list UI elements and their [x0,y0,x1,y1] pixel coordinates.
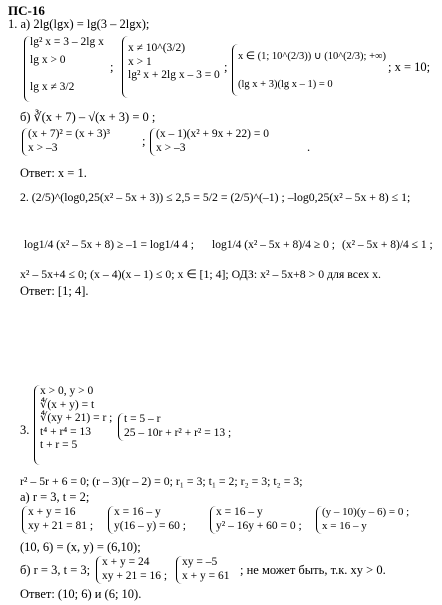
p3-case-a: а) r = 3, t = 2; [20,490,90,504]
p3-system-a2 [108,506,186,534]
sys-line: lg x ≠ 3/2 [30,81,75,93]
p3-system-1 [34,385,112,465]
sys-line: (lg x + 3)(lg x – 1) = 0 [238,78,333,90]
header: ПС-16 [8,3,45,18]
p3-system-a4 [316,506,409,534]
p1-system-a [24,36,104,102]
sys-line: ∜(xy + 21) = r ; [40,412,113,424]
p1-end-e: . [307,140,311,154]
sys-line: x = 16 – y [322,519,367,532]
sys-line: x > 0, y > 0 [40,385,94,397]
p2-line3: x² – 5x+4 ≤ 0; (x – 4)(x – 1) ≤ 0; x ∈ [1; 4]; ОДЗ: x² – 5x+8 > 0 для всех x. [20,267,381,281]
sys-line: x > –3 [28,141,58,154]
p3-line1: r² – 5r + 6 = 0; (r – 3)(r – 2) = 0; r₁ = 3; t₁ = 2; r₂ = 3; t₂ = 3; [20,474,303,488]
p3-result-a: (10, 6) = (x, y) = (6,10); [20,540,141,554]
p3-case-b: б) r = 3, t = 3; [20,563,91,577]
p1-system-b [122,36,220,98]
sys-line: (x + 7)² = (x + 3)³ [28,128,110,140]
sys-line: t = 5 – r [124,413,161,425]
sys-line: y² – 16y + 60 = 0 ; [216,519,302,532]
p2-line2a: log1/4 (x² – 5x + 8) ≥ –1 = log1/4 4 ; [24,239,194,251]
sys-line: t⁴ + r⁴ = 13 [40,425,92,438]
sys-line: x ≠ 10^(3/2) [128,42,186,54]
sys-line: lg² x + 2lg x – 3 = 0 [128,69,220,81]
p1-part-b: б) ∛(x + 7) – √(x + 3) = 0 ; [20,110,156,124]
p2-line2c: (x² – 5x + 8)/4 ≤ 1 ; [342,239,433,251]
p2-line1: 2. (2/5)^(log0,25(x² – 5x + 3)) ≤ 2,5 = 5/2 = (2/5)^(–1) ; –log0,25(x² – 5x + 8) ≤ 1; [20,190,411,204]
p3-label: 3. [20,423,30,437]
sys-line: x > 1 [128,55,152,68]
sys-line: (y – 10)(y – 6) = 0 ; [322,506,410,518]
sys-line: t + r = 5 [40,439,78,451]
sys-line: xy + 21 = 16 ; [102,569,168,582]
p1-sep-d: ; [142,134,146,148]
p2-answer: Ответ: [1; 4]. [20,284,89,298]
p1-result-a: ; x = 10; [388,60,431,74]
sys-line: 25 – 10r + r² + r² = 13 ; [124,426,232,439]
sys-line: x > –3 [156,141,186,154]
sys-line: y(16 – y) = 60 ; [114,519,186,532]
p3-system-2 [118,413,231,441]
sys-line: xy + 21 = 81 ; [28,519,94,532]
sys-line: x = 16 – y [216,506,263,518]
sys-line: x ∈ (1; 10^(2/3)) ∪ (10^(2/3); +∞) [238,51,386,62]
p1-line1: 1. а) 2lg(lgx) = lg(3 – 2lgx); [8,17,150,31]
sys-line: lg x > 0 [30,53,66,66]
p3-result-b: ; не может быть, т.к. xy > 0. [240,563,386,577]
p1-sep-a: ; [110,60,114,74]
p1-system-c [232,44,386,96]
sys-line: xy = –5 [182,556,218,568]
p3-system-a3 [210,506,302,534]
p1-system-d [22,128,110,156]
p1-answer: Ответ: x = 1. [20,166,87,180]
p1-sep-b: ; [224,60,228,74]
p3-system-a1 [22,506,93,534]
p2-line2b: log1/4 (x² – 5x + 8)/4 ≥ 0 ; [212,239,335,251]
sys-line: ∜(x + y) = t [40,398,95,411]
sys-line: lg² x = 3 – 2lg x [30,36,104,48]
sys-line: x + y = 61 [182,569,230,582]
p1-system-e [150,128,269,156]
sys-line: x + y = 24 [102,556,150,568]
sys-line: (x – 1)(x² + 9x + 22) = 0 [156,128,269,140]
sys-line: x = 16 – y [114,506,161,518]
p3-system-b2 [176,556,229,584]
p3-answer: Ответ: (10; 6) и (6; 10). [20,587,142,601]
p3-system-b1 [96,556,167,584]
sys-line: x + y = 16 [28,506,76,518]
